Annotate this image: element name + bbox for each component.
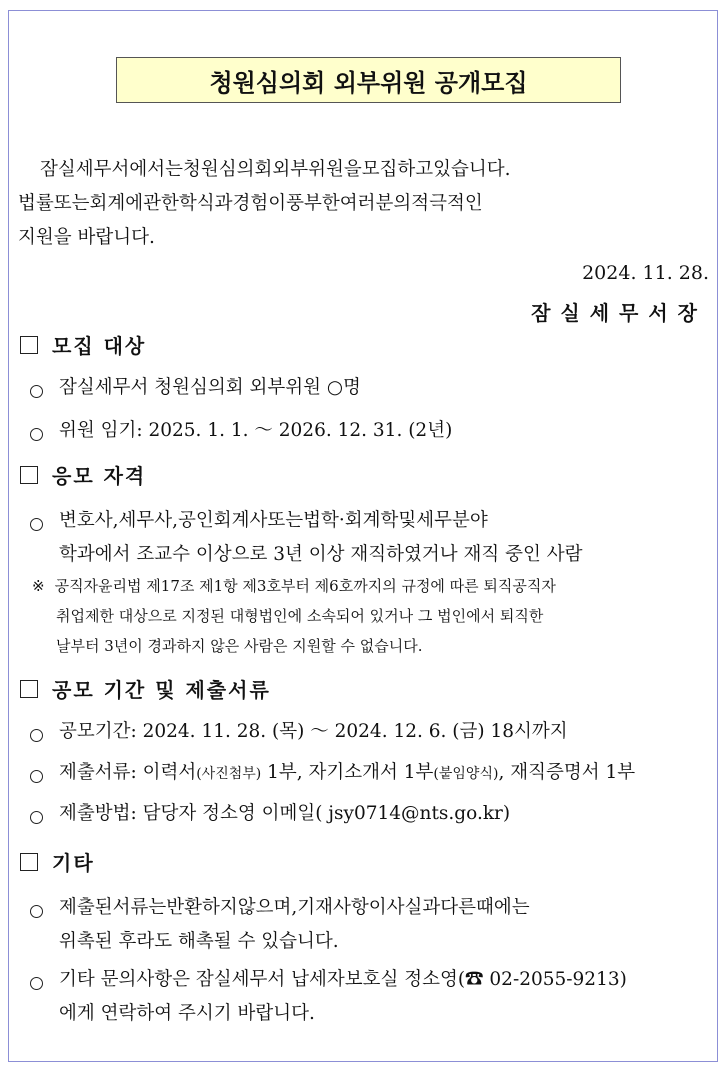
circle-bullet-icon <box>30 428 43 441</box>
list-item: 공모기간: 2024. 11. 28. (목) ～ 2024. 12. 6. (금) 18시까지 <box>30 722 568 749</box>
section-heading-qualifications: 응모 자격 <box>20 460 146 489</box>
square-bullet-icon <box>20 466 38 484</box>
square-bullet-icon <box>20 336 38 354</box>
qualification-line-2: 학과에서 조교수 이상으로 3년 이상 재직하였거나 재직 중인 사람 <box>59 544 583 565</box>
circle-bullet-icon <box>30 977 43 990</box>
circle-bullet-icon <box>30 518 43 531</box>
page-title: 청원심의회 외부위원 공개모집 <box>209 68 528 97</box>
intro-line-1: 잠실세무서에서는청원심의회외부위원을모집하고있습니다. <box>40 159 511 180</box>
intro-paragraph <box>18 153 708 255</box>
qualification-line-1: 변호사,세무사,공인회계사또는법학·회계학및세무분야 <box>59 510 488 531</box>
square-bullet-icon <box>20 853 38 871</box>
intro-line-3: 지원을 바랍니다. <box>18 227 155 248</box>
circle-bullet-icon <box>30 811 43 824</box>
circle-bullet-icon <box>30 770 43 783</box>
circle-bullet-icon <box>30 385 43 398</box>
list-item: 위원 임기: 2025. 1. 1. ～ 2026. 12. 31. (2년) <box>30 421 452 448</box>
section-heading-recruitment-target: 모집 대상 <box>20 330 146 359</box>
circle-bullet-icon <box>30 729 43 742</box>
notice-date: 2024. 11. 28. <box>582 262 709 284</box>
list-item: 제출방법: 담당자 정소영 이메일( jsy0714@nts.go.kr) <box>30 804 510 831</box>
qualification-note: ※ 공직자윤리법 제17조 제1항 제3호부터 제6호까지의 규정에 따른 퇴직공직자 취업제한 대상으로 지정된 대형법인에 소속되어 있거나 그 법인에서 퇴직한 날부터 3년이 경과하지 않은 사람은 지원할 수 없습니다. <box>32 577 556 655</box>
circle-bullet-icon <box>30 905 43 918</box>
section-heading-other: 기타 <box>20 847 95 876</box>
list-item: 잠실세무서 청원심의회 외부위원 ○명 <box>30 378 361 405</box>
title-box <box>116 57 621 103</box>
square-bullet-icon <box>20 680 38 698</box>
intro-line-2: 법률또는회계에관한학식과경험이풍부한여러분의적극적인 <box>18 193 483 214</box>
list-item: 기타 문의사항은 잠실세무서 납세자보호실 정소영(☎ 02-2055-9213) 에게 연락하여 주시기 바랍니다. <box>30 970 627 1031</box>
list-item: 제출서류: 이력서(사진첨부) 1부, 자기소개서 1부(붙임양식), 재직증명서 1부 <box>30 763 635 791</box>
reference-mark-icon: ※ <box>32 577 45 595</box>
list-item <box>30 511 691 572</box>
issuing-office: 잠실세무서장 <box>531 301 707 325</box>
section-heading-period-documents: 공모 기간 및 제출서류 <box>20 674 271 703</box>
list-item: 제출된서류는반환하지않으며,기재사항이사실과다른때에는 위촉된 후라도 해촉될 수 있습니다. <box>30 898 689 959</box>
